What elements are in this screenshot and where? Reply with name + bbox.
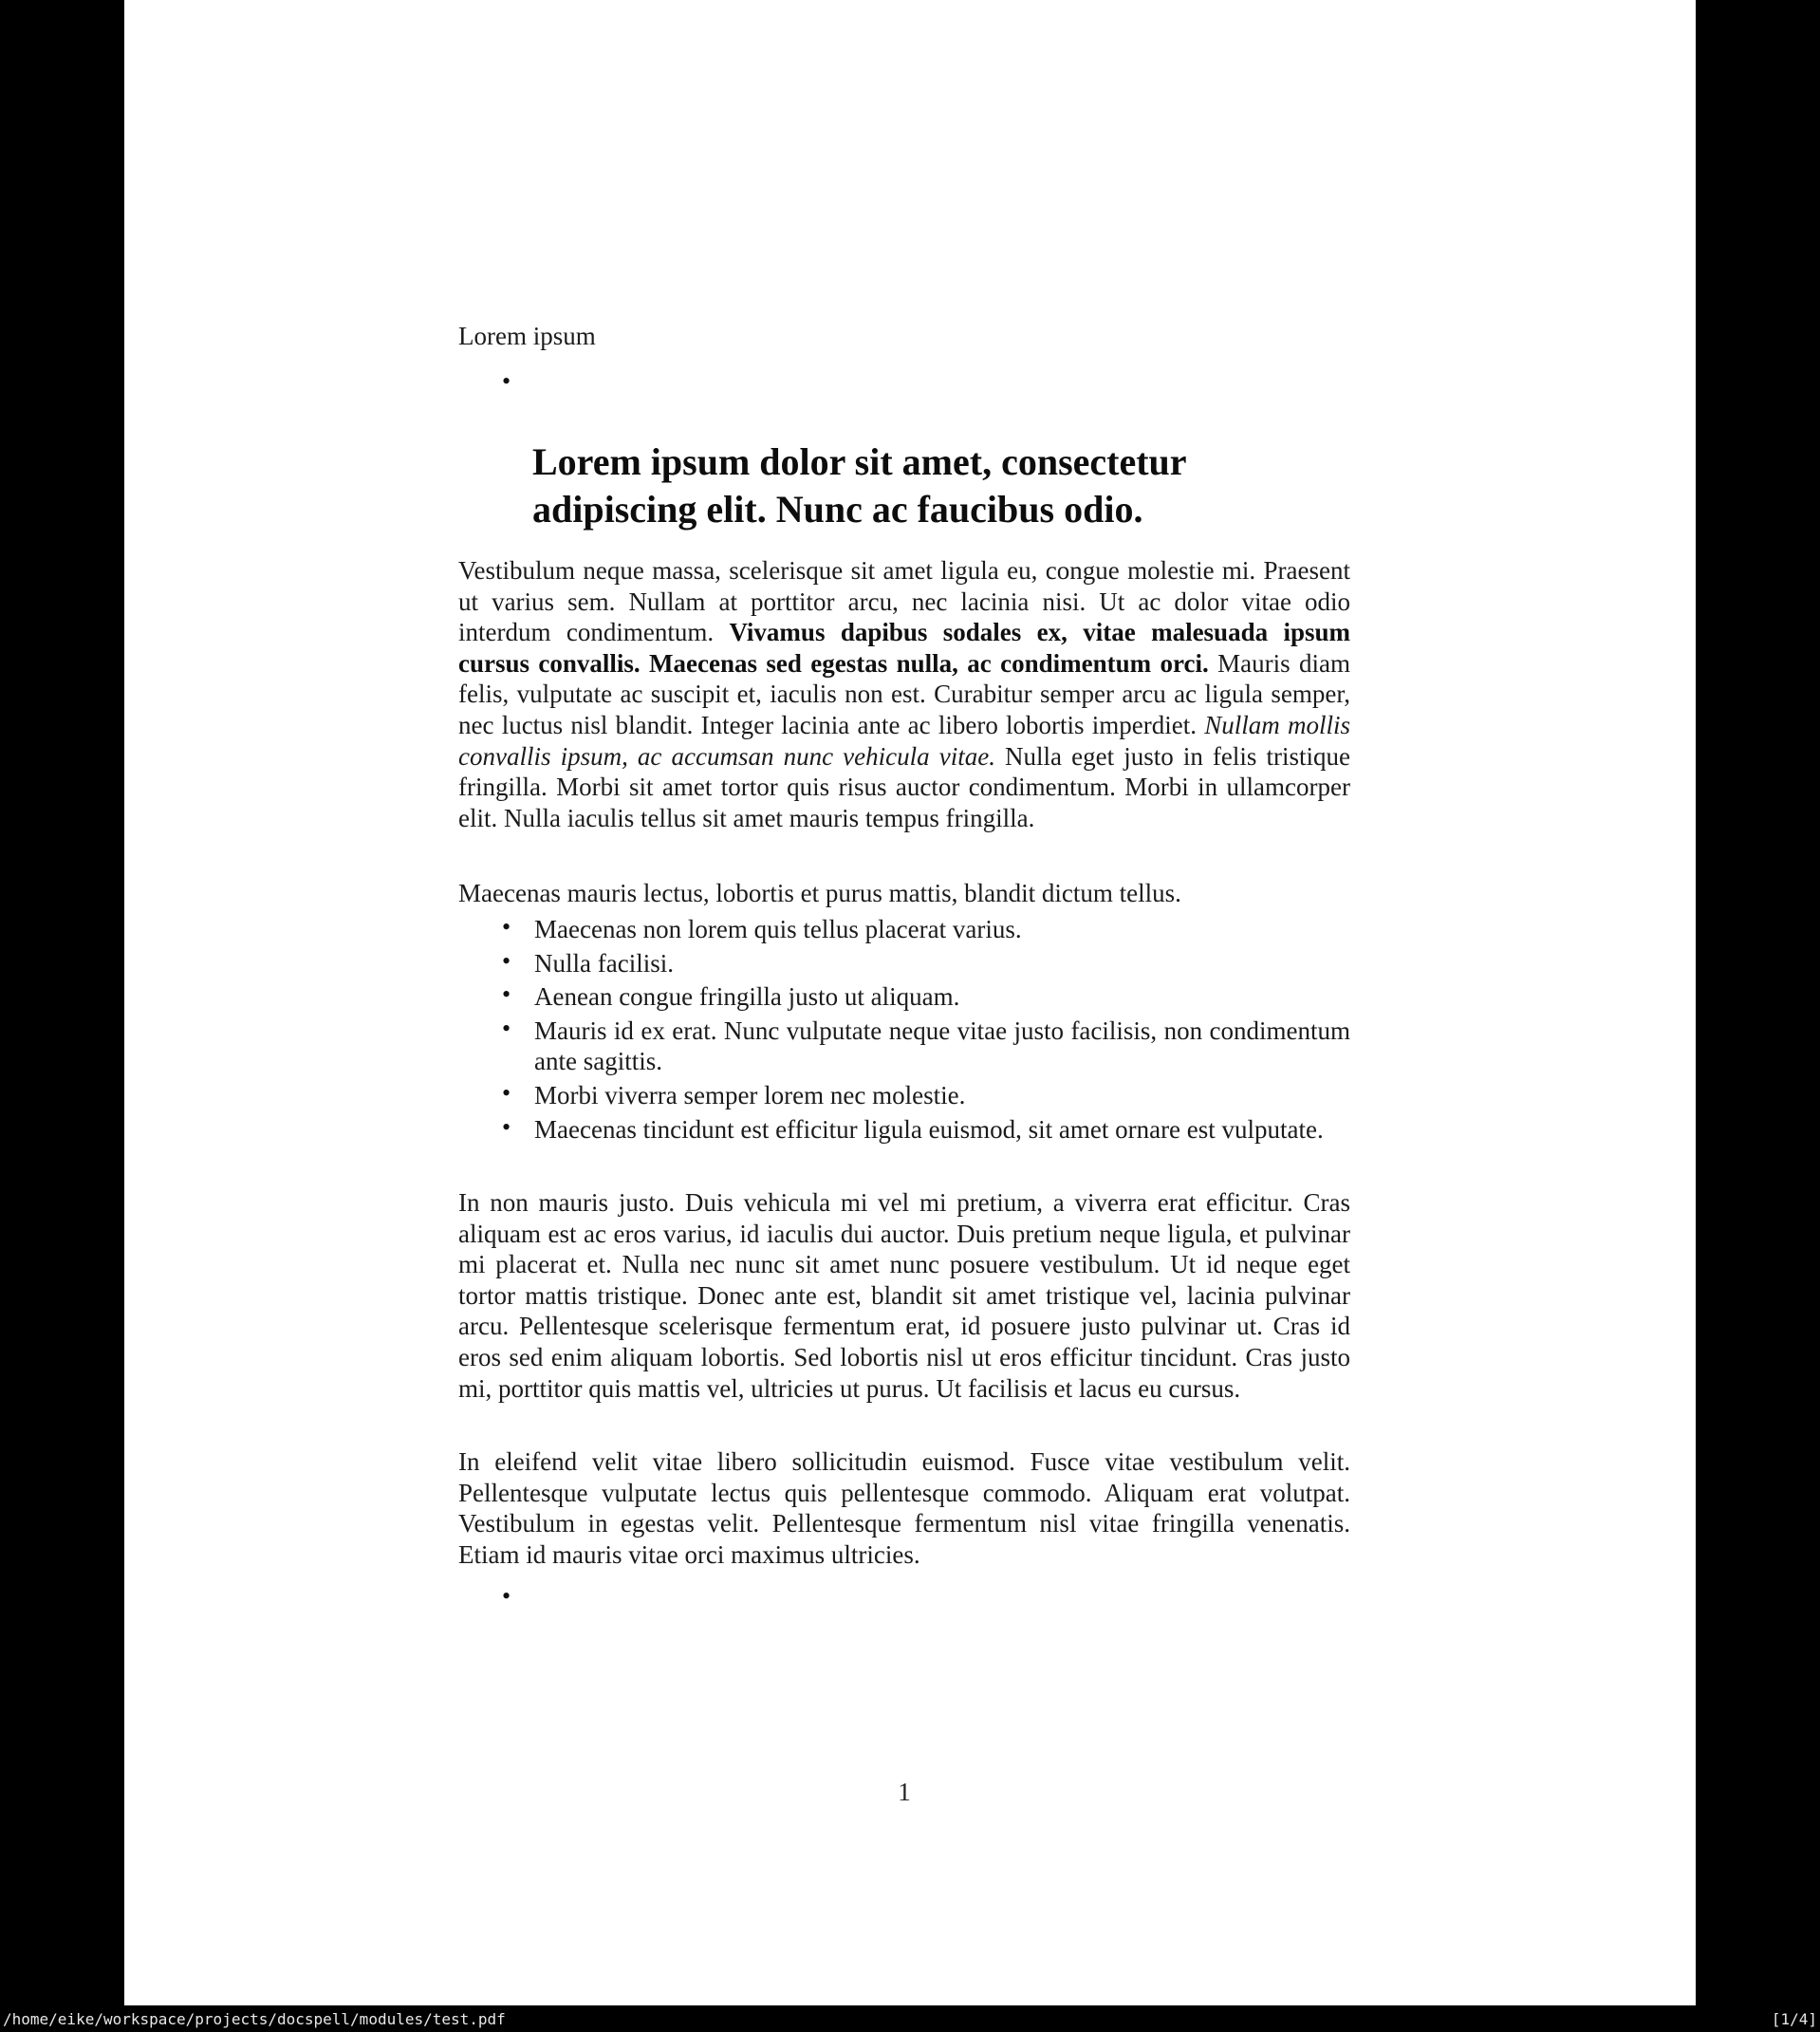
list-item-text: Morbi viverra semper lorem nec molestie. bbox=[534, 1080, 966, 1109]
bullet-icon: • bbox=[502, 1112, 511, 1141]
list-item bbox=[458, 981, 1350, 1013]
status-bar bbox=[0, 2005, 1820, 2032]
document-page[interactable] bbox=[124, 0, 1696, 2005]
list-item-text: Nulla facilisi. bbox=[534, 948, 674, 978]
paragraph-1: Vestibulum neque massa, scelerisque sit amet ligula eu, congue molestie mi. Praesent ut varius sem. Nullam at porttitor arcu, nec lacinia nisi. Ut ac dolor vitae odio interdum condimentum. Vivamus dapibus sodales ex, vitae malesuada ipsum cursus convallis. Maecenas sed egestas nulla, ac condimentum orci. Mauris diam felis, vulputate ac suscipit et, iaculis non est. Curabitur semper arcu ac ligula semper, nec luctus nisl blandit. Integer lacinia ante ac libero lobortis imperdiet. Nullam mollis convallis ipsum, ac accumsan nunc vehicula vitae. Nulla eget justo in felis tristique fringilla. Morbi sit amet tortor quis risus auctor condimentum. Morbi in ullamcorper elit. Nulla iaculis tellus sit amet mauris tempus fringilla. bbox=[458, 556, 1350, 832]
list-item bbox=[458, 914, 1350, 945]
list-item bbox=[458, 1114, 1350, 1146]
bullet-icon: • bbox=[502, 1078, 511, 1107]
bullet-list bbox=[458, 914, 1350, 1147]
bullet-icon: • bbox=[502, 1014, 511, 1042]
list-item-text: Mauris id ex erat. Nunc vulputate neque vitae justo facilisis, non condimentum ante sagittis. bbox=[534, 1016, 1350, 1076]
list-item bbox=[458, 948, 1350, 979]
list-item-text: Maecenas tincidunt est efficitur ligula euismod, sit amet ornare est vulputate. bbox=[534, 1114, 1324, 1144]
file-path: /home/eike/workspace/projects/docspell/modules/test.pdf bbox=[3, 2009, 506, 2028]
paragraph-3: In non mauris justo. Duis vehicula mi vel mi pretium, a viverra erat efficitur. Cras aliquam est ac eros varius, id iaculis dui auctor. Duis pretium neque ligula, et pulvinar mi placerat et. Nulla nec nunc sit amet nunc posuere vestibulum. Ut id neque eget tortor mattis tristique. Donec ante est, blandit sit amet tristique vel, lacinia pulvinar arcu. Pellentesque scelerisque fermentum erat, id posuere justo pulvinar ut. Cras id eros sed enim aliquam lobortis. Sed lobortis nisl ut eros efficitur tincidunt. Cras justo mi, porttitor quis mattis vel, ultricies ut purus. Ut facilisis et lacus eu cursus. bbox=[458, 1188, 1350, 1403]
bullet-icon: • bbox=[502, 367, 511, 395]
list-item-text: Aenean congue fringilla justo ut aliquam. bbox=[534, 982, 960, 1012]
list-item bbox=[458, 1016, 1350, 1077]
page-indicator: [1/4] bbox=[1771, 2009, 1817, 2028]
empty-bullet-top bbox=[458, 368, 1350, 400]
empty-bullet-bottom bbox=[458, 1583, 1350, 1614]
paragraph-4: In eleifend velit vitae libero sollicitudin euismod. Fusce vitae vestibulum velit. Pellentesque vulputate lectus quis pellentesque commodo. Aliquam erat volutpat. Vestibulum in egestas velit. Pellentesque fermentum nisl vitae fringilla venenatis. Etiam id mauris vitae orci maximus ultricies. bbox=[458, 1447, 1350, 1569]
section-heading: Lorem ipsum dolor sit amet, consectetur adipiscing elit. Nunc ac faucibus odio. bbox=[532, 440, 1186, 531]
list-item-text: Maecenas non lorem quis tellus placerat varius. bbox=[534, 915, 1022, 943]
bullet-icon: • bbox=[502, 913, 511, 941]
page-number: 1 bbox=[898, 1778, 911, 1806]
bullet-icon: • bbox=[502, 946, 511, 975]
bullet-icon: • bbox=[502, 1582, 511, 1610]
intro-paragraph: Lorem ipsum bbox=[458, 322, 596, 350]
list-item bbox=[458, 1080, 1350, 1111]
bullet-icon: • bbox=[502, 980, 511, 1009]
paragraph-2: Maecenas mauris lectus, lobortis et purus mattis, blandit dictum tellus. bbox=[458, 879, 1181, 907]
